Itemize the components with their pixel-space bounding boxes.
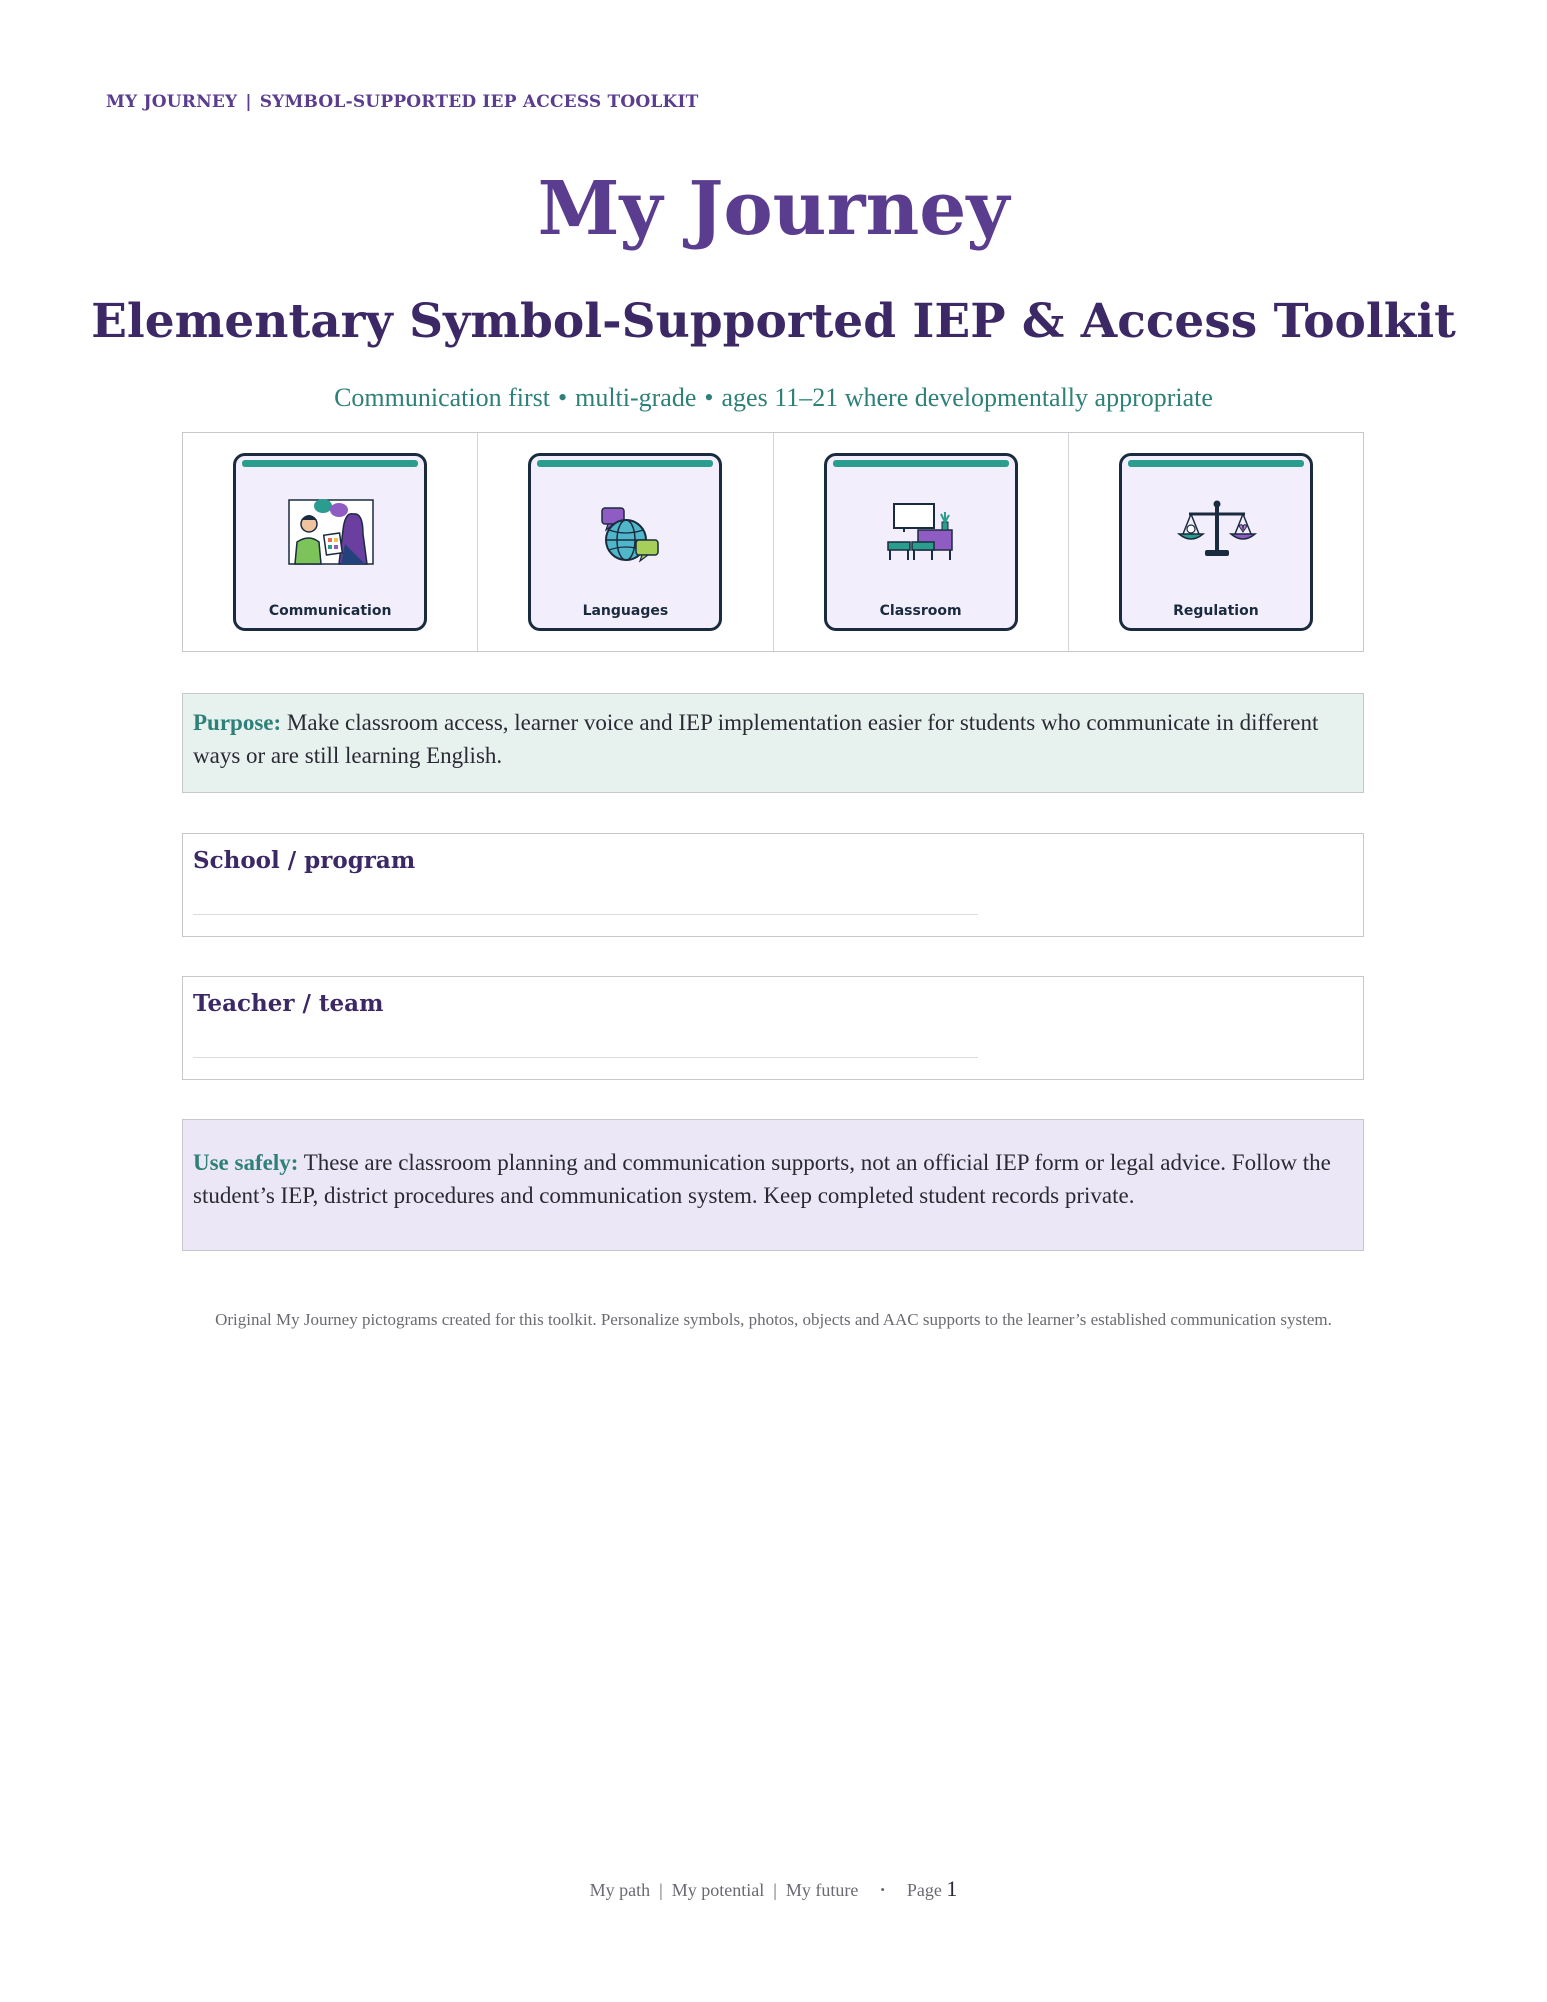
teacher-team-label: Teacher / team <box>193 990 384 1017</box>
footer-item-future: My future <box>785 1880 859 1900</box>
card-top-bar <box>537 460 713 467</box>
page-footer <box>0 1876 1547 1902</box>
symbol-cell-regulation <box>1069 433 1363 651</box>
footer-page-label: Page <box>906 1880 942 1900</box>
use-safely-text: These are classroom planning and communication supports, not an official IEP form or legal advice. Follow the student’s IEP, district procedures and communication system. Keep completed student records private. <box>193 1150 1331 1208</box>
symbol-card-languages <box>528 453 722 631</box>
tagline-dot-1: • <box>557 383 568 412</box>
tagline-dot-2: • <box>704 383 714 412</box>
teacher-team-write-line[interactable] <box>193 1057 978 1058</box>
card-top-bar <box>1128 460 1304 467</box>
communication-icon <box>283 490 379 586</box>
use-safely-box <box>182 1119 1364 1251</box>
symbol-card-classroom <box>824 453 1018 631</box>
school-program-write-line[interactable] <box>193 914 978 915</box>
classroom-icon <box>874 490 970 586</box>
tagline-part-1: Communication first <box>334 383 550 412</box>
symbol-cell-languages <box>478 433 773 651</box>
tagline <box>0 385 1547 411</box>
teacher-team-field[interactable] <box>182 976 1364 1080</box>
page-subtitle: Elementary Symbol-Supported IEP & Access Toolkit <box>91 294 1456 349</box>
purpose-box <box>182 693 1364 793</box>
regulation-scale-icon <box>1169 490 1265 586</box>
pictogram-credit: Original My Journey pictograms created for this toolkit. Personalize symbols, photos, objects and AAC supports to the learner’s established communication system. <box>215 1310 1332 1329</box>
tagline-part-3: ages 11–21 where developmentally appropriate <box>721 383 1213 412</box>
purpose-text: Make classroom access, learner voice and IEP implementation easier for students who communicate in different ways or are still learning English. <box>193 710 1319 768</box>
footer-separator: | <box>659 1880 663 1900</box>
languages-globe-icon <box>578 490 674 586</box>
page-title: My Journey <box>537 166 1010 252</box>
purpose-lead: Purpose: <box>193 710 282 735</box>
symbol-label-communication: Communication <box>268 603 392 619</box>
use-safely-lead: Use safely: <box>193 1150 299 1175</box>
school-program-field[interactable] <box>182 833 1364 937</box>
footer-item-potential: My potential <box>671 1880 765 1900</box>
footer-page-number: 1 <box>946 1876 958 1901</box>
symbol-card-strip <box>182 432 1364 652</box>
card-top-bar <box>242 460 418 467</box>
footer-item-path: My path <box>589 1880 651 1900</box>
running-header <box>106 92 699 112</box>
symbol-label-languages: Languages <box>582 603 669 619</box>
symbol-cell-classroom <box>774 433 1069 651</box>
symbol-card-communication <box>233 453 427 631</box>
symbol-label-regulation: Regulation <box>1173 603 1259 619</box>
header-separator: | <box>245 92 252 112</box>
header-section: SYMBOL-SUPPORTED IEP ACCESS TOOLKIT <box>259 92 699 112</box>
symbol-cell-communication <box>183 433 478 651</box>
tagline-part-2: multi-grade <box>575 383 697 412</box>
footer-bullet: • <box>880 1882 885 1897</box>
symbol-label-classroom: Classroom <box>879 603 962 619</box>
header-brand: MY JOURNEY <box>106 92 238 112</box>
symbol-card-regulation <box>1119 453 1313 631</box>
footer-separator: | <box>773 1880 777 1900</box>
school-program-label: School / program <box>193 847 416 874</box>
card-top-bar <box>833 460 1009 467</box>
